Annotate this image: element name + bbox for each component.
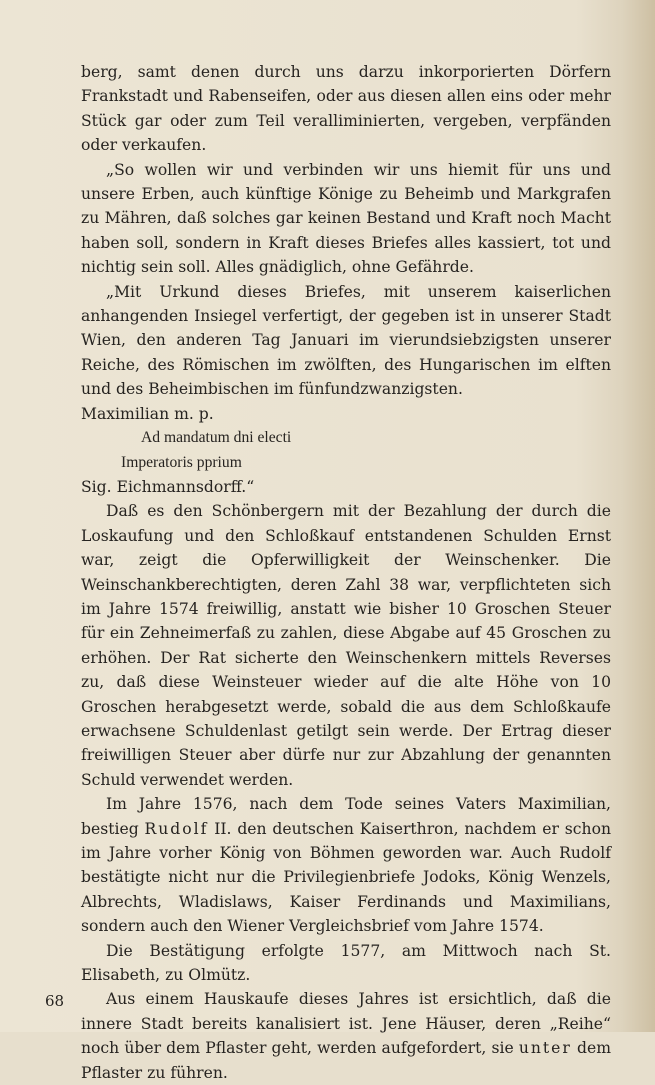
paragraph-continuation: berg, samt denen durch uns darzu inkorporierten Dörfern Frankstadt und Rabenseifen, oder aus diesen allen eins oder mehr Stück gar oder zum Teil veralliminierten, vergeben, verpfänden oder verkaufen.	[81, 63, 611, 155]
signature-mandate-line: Ad mandatum dni electi	[141, 429, 292, 447]
signature-imperatoris-line: Imperatoris pprium	[121, 453, 242, 471]
body-text	[81, 60, 611, 1085]
hauskauf-word-spaced: unter	[518, 1039, 572, 1058]
paragraph-rudolf	[81, 792, 611, 938]
rudolf-text-after: II. den deutschen Kaiserthron, nachdem er schon im Jahre vorher König von Böhmen geworden war. Auch Rudolf bestätigte nicht nur die Privilegienbriefe Jodoks, König Wenzels, Albrechts, Wladislaws, Kaiser Ferdinands und Maximilians, sondern auch den Wiener Vergleichsbrief vom Jahre 1574.	[81, 819, 611, 936]
hauskauf-text-after: dem Pflaster zu führen.	[81, 1039, 611, 1082]
page-number: 68	[45, 992, 65, 1010]
hauskauf-text-before: Aus einem Hauskaufe dieses Jahres ist ersichtlich, daß die innere Stadt bereits kanalisiert ist. Jene Häuser, deren „Reihe“ noch über dem Pflaster geht, werden aufgefordert, sie	[81, 990, 611, 1058]
paragraph-weinschenker: Daß es den Schönbergern mit der Bezahlung der durch die Loskaufung und den Schloßkauf entstandenen Schulden Ernst war, zeigt die Opferwilligkeit der Weinschenker. Die Weinschankberechtigten, deren Zahl 38 war, verpflichteten sich im Jahre 1574 freiwillig, anstatt wie bisher 10 Groschen Steuer für ein Zehneimerfaß zu zahlen, diese Abgabe auf 45 Groschen zu erhöhen. Der Rat sicherte den Weinschenkern mittels Reverses zu, daß diese Weinsteuer wieder auf die alte Höhe von 10 Groschen herabgesetzt werde, sobald die aus dem Schloßkaufe erwachsene Schuldenlast getilgt sein werde. Der Ertrag dieser freiwilligen Steuer aber dürfe nur zur Abzahlung der genannten Schuld verwendet werden.	[81, 502, 611, 789]
paragraph-quote-1: „So wollen wir und verbinden wir uns hiemit für uns und unsere Erben, auch künftige Könige zu Beheimb und Markgrafen zu Mähren, daß solches gar keinen Bestand und Kraft noch Macht haben soll, sondern in Kraft dieses Briefes alles kassiert, tot und nichtig sein soll. Alles gnädiglich, ohne Gefährde.	[81, 160, 611, 277]
signature-secretary: Sig. Eichmannsdorff.“	[81, 477, 255, 496]
rudolf-text-before: Im Jahre 1576, nach dem Tode seines Vaters Maximilian, bestieg	[81, 795, 611, 838]
signature-name: Maximilian m. p.	[81, 404, 214, 423]
paragraph-quote-2: „Mit Urkund dieses Briefes, mit unserem kaiserlichen anhangenden Insiegel verfertigt, der gegeben ist in unserer Stadt Wien, den anderen Tag Januari im vierundsiebzigsten unserer Reiche, des Römischen im zwölften, des Hungarischen im elften und des Beheimbischen im fünfundzwanzigsten.	[81, 282, 611, 399]
paragraph-hauskauf	[81, 987, 611, 1085]
rudolf-name-spaced: Rudolf	[144, 819, 209, 838]
paragraph-bestaetigung: Die Bestätigung erfolgte 1577, am Mittwoch nach St. Elisabeth, zu Olmütz.	[81, 941, 611, 985]
